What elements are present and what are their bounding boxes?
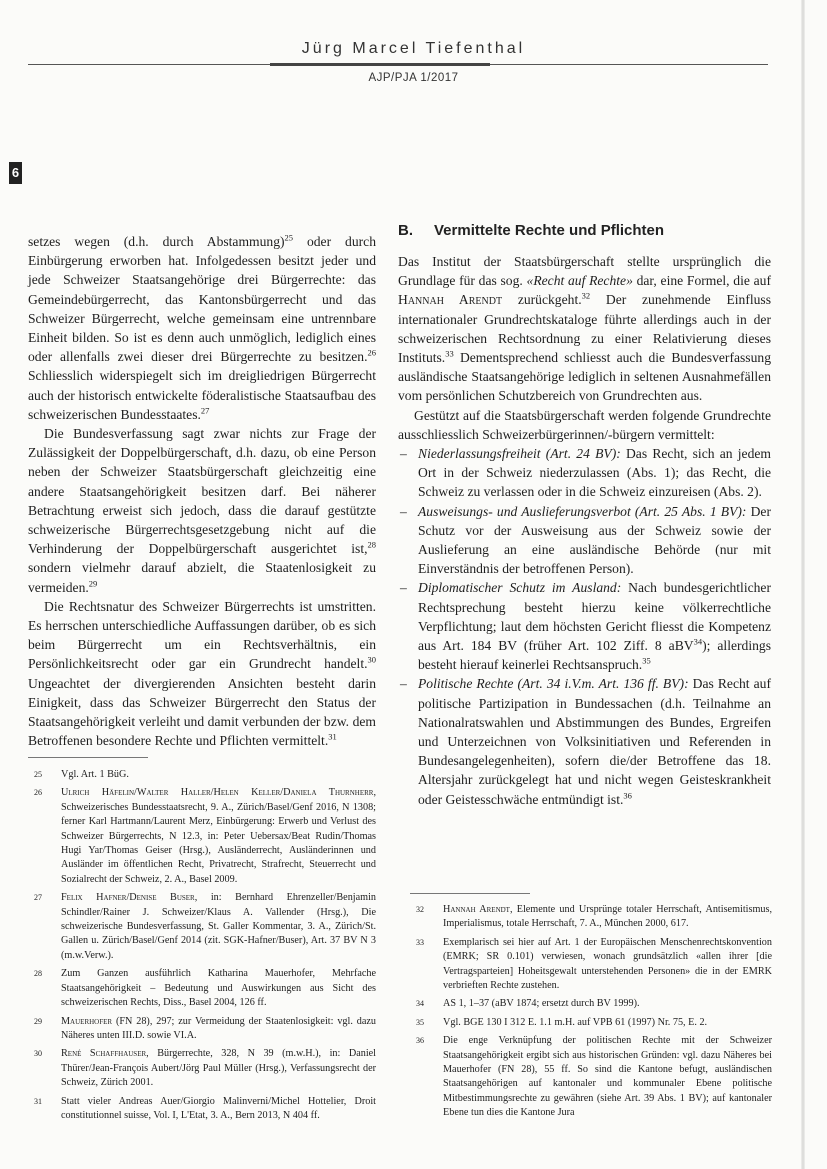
footnote-number: 28 <box>34 969 42 979</box>
list-item: – Politische Rechte (Art. 34 i.V.m. Art. 136 ff. BV): Das Recht auf politische Partizipation in Bundessachen (d.h. Teilnahme an Nationalratswahlen und Abstimmungen des Bundes, Ergreifen und Unterzeichnen von Volksinitiativen und Referenden in Bundesangelegenheiten), sofern die/der Betroffene das 18. Altersjahr zurückgelegt hat und nicht wegen Geisteskrankheit oder Geistesschwäche entmündigt ist.$^{36}$ <box>400 676 771 807</box>
right-paragraph-2: Gestützt auf die Staatsbürgerschaft werden folgende Grundrechte ausschliesslich Schweizerbürgerinnen/-bürgern vermittelt: <box>398 407 771 442</box>
footnote: 36 Die enge Verknüpfung der politischen Rechte mit der Schweizer Staatsangehörigkeit ergibt sich aus historischen Gründen: vgl. dazu Näheres bei Mauerhofer (FN 28), 55 ff. So sind die Kantone befugt, ausländischen Staatsangehörigen auf kantonaler und kommunaler Ebene politische Mitbestimmungsrechte zu gewähren (siehe Art. 39 Abs. 1 BV); auf kantonaler Ebene tun dies die Kantone Jura <box>416 1035 772 1119</box>
footnote-number: 25 <box>34 770 42 779</box>
rights-list <box>398 444 771 809</box>
list-item: – Niederlassungsfreiheit (Art. 24 BV): Das Recht, sich an jedem Ort in der Schweiz niederzulassen (Abs. 1); das Recht, die Schweiz zu verlassen oder in die Schweiz einzureisen (Abs. 2). <box>400 446 771 500</box>
footnote: 26 Ulrich Häfelin/Walter Haller/Helen Keller/Daniela Thurnherr, Schweizerisches Bundesstaatsrecht, 9. A., Zürich/Basel/Genf 2016, N 1308; ferner Karl Hartmann/Laurent Merz, Einbürgerung: Erwerb und Verlust des Schweizer Bürgerrechts, N 12.3, in: Peter Uebersax/Beat Rudin/Thomas Hugi Yar/Thomas Geiser (Hrsg.), Ausländerrecht, Ausländerinnen und Ausländer im öffentlichen Recht, Privatrecht, Strafrecht, Steuerrecht und Sozialrecht der Schweiz, 2. A., Basel 2009. <box>34 787 376 885</box>
footnote-ref[interactable]: 31 <box>328 731 337 742</box>
list-dash: – <box>400 503 407 519</box>
left-paragraph-2: Die Bundesverfassung sagt zwar nichts zur Frage der Zulässigkeit der Doppelbürgerschaft, d.h. dazu, ob eine Person neben der Schweizer Staatsbürgerschaft gleichzeitig eine andere Staatsangehörigkeit besitzen darf. Bei näherer Betrachtung erweist sich jedoch, dass die darauf gestützte schweizerische Bürgerrechtsgesetzgebung nicht auf die Verhinderung der Doppelbürgerschaft ausgerichtet ist,$^{28}$ sondern vielmehr darauf abzielt, die Staatenlosigkeit zu vermeiden.$^{29}$ <box>28 426 376 595</box>
footnote: 29 Mauerhofer (FN 28), 297; zur Vermeidung der Staatenlosigkeit: vgl. dazu Näheres unten III.D. sowie VI.A. <box>34 1015 376 1041</box>
footnote: 30 René Schaffhauser, Bürgerrechte, 328, N 39 (m.w.H.), in: Daniel Thürer/Jean-François Aubert/Jörg Paul Müller (Hrsg.), Verfassungsrecht der Schweiz, Zürich 2001. <box>34 1048 377 1089</box>
footnote-ref[interactable]: 35 <box>642 655 651 666</box>
footnote-number: 26 <box>34 788 42 798</box>
list-item: – Ausweisungs- und Auslieferungsverbot (Art. 25 Abs. 1 BV): Der Schutz vor der Ausweisung aus der Schweiz sowie der Auslieferung an eine ausländische Behörde (nur mit Einverständnis der betroffenen Person). <box>400 503 771 577</box>
footnote: 32 Hannah Arendt, Elemente und Ursprünge totaler Herrschaft, Antisemitismus, Imperialismus, totale Herrschaft, 7. A., München 2000, 617. <box>416 904 772 930</box>
list-item: – Diplomatischer Schutz im Ausland: Nach bundesgerichtlicher Rechtsprechung besteht hierzu keine völkerrechtliche Verpflichtung; laut dem höchsten Gericht fliesst die Kompetenz aus Art. 184 BV (früher Art. 102 Ziff. 8 aBV$^{34}$); allerdings besteht hierauf keinerlei Rechtsanspruch.$^{35}$ <box>400 580 771 673</box>
section-heading <box>398 222 778 239</box>
footnote-number: 34 <box>416 999 424 1009</box>
footnote-ref[interactable]: 26 <box>367 347 376 358</box>
footnote-ref[interactable]: 27 <box>200 405 210 416</box>
left-paragraph-1: setzes wegen (d.h. durch Abstammung)$^{25}$ oder durch Einbürgerung erworben hat. Infolgedessen besitzt jeder und jede Schweizer Staatsangehörige drei Bürgerrechte: das Gemeindebürgerrecht, das Kantonsbürgerrecht und das Schweizer Bürgerrecht, welche gemeinsam eine untrennbare Einheit bilden. So ist es denn auch unmöglich, lediglich eines oder allenfalls zwei dieser drei Bürgerrechte zu besitzen.$^{26}$ Schliesslich widerspiegelt sich im dreigliedrigen Bürgerrecht auch der historisch entwickelte föderalistische Staatsaufbau des schweizerischen Bundesstaates.$^{27}$ <box>28 232 376 422</box>
footnote-rule-right <box>410 893 530 894</box>
section-title: Vermittelte Rechte und Pflichten <box>434 222 665 239</box>
footnote: 34 AS 1, 1–37 (aBV 1874; ersetzt durch BV 1999). <box>410 997 772 1011</box>
footnote-ref[interactable]: 32 <box>581 290 591 301</box>
footnote: 25 Vgl. Art. 1 BüG. <box>28 768 376 782</box>
footnote-ref[interactable]: 29 <box>88 578 98 589</box>
footnotes-left <box>28 768 376 1127</box>
footnote-number: 35 <box>416 1017 424 1027</box>
footnote: 28 Zum Ganzen ausführlich Katharina Mauerhofer, Mehrfache Staatsangehörigkeit – Bedeutung und Auswirkungen aus Sicht des schweizerischen Rechts, Diss., Basel 2004, 126 ff. <box>34 968 376 1009</box>
footnote-ref[interactable]: 36 <box>623 790 632 801</box>
footnote-number: 31 <box>34 1096 42 1106</box>
running-head-journal: AJP/PJA 1/2017 <box>368 72 459 84</box>
header-rule-accent <box>270 63 490 66</box>
list-dash: – <box>400 446 407 462</box>
section-letter: B. <box>398 222 413 239</box>
footnote: 27 Felix Hafner/Denise Buser, in: Bernhard Ehrenzeller/Benjamin Schindler/Rainer J. Schweizer/Klaus A. Vallender (Hrsg.), Die schweizerische Bundesverfassung, St. Galler Kommentar, 3. A., Zürich/St. Gallen u. Zürich/Basel/Genf 2014 (zit. SGK-Hafner/Buser), Art. 37 BV N 3 (m.w.Verw.). <box>34 892 376 961</box>
footnote: 33 Exemplarisch sei hier auf Art. 1 der Europäischen Menschenrechtskonvention (EMRK; SR 0.101) verwiesen, wonach grundsätzlich «allen ihrer [die Vertragsparteien] Hoheitsgewalt unterstehenden Personen» die in der EMRK verbrieften Rechte zustehen. <box>416 936 772 992</box>
page-edge-shadow <box>801 0 805 1169</box>
footnote: 31 Statt vieler Andreas Auer/Giorgio Malinverni/Michel Hottelier, Droit constitutionnel suisse, Vol. I, L'Etat, 3. A., Bern 2013, N 404 ff. <box>34 1095 376 1121</box>
left-paragraph-3: Die Rechtsnatur des Schweizer Bürgerrechts ist umstritten. Es herrschen unterschiedliche Auffassungen darüber, ob es sich beim Bürgerrecht um ein Rechtsverhältnis, ein Persönlichkeitsrecht oder gar ein Grundrecht handelt.$^{30}$ Ungeachtet der divergierenden Ansichten besteht darin Einigkeit, dass das Schweizer Bürgerrecht den Status der Staatsangehörigkeit verleiht und damit verbunden der bzw. dem Betroffenen besondere Rechte und Pflichten vermittelt.$^{31}$ <box>28 598 376 749</box>
running-head-author: Jürg Marcel Tiefenthal <box>301 40 526 57</box>
right-paragraph-1: Das Institut der Staatsbürgerschaft stellte ursprünglich die Grundlage für das sog. «Recht auf Rechte» dar, eine Formel, die auf Hannah Arendt zurückgeht.$^{32}$ Der zunehmende Einfluss internationaler Grundrechtskataloge führte allerdings auch in der schweizerischen Rechtsordnung zu einer Relativierung dieses Instituts.$^{33}$ Dementsprechend schliesst auch die Bundesverfassung ausländische Staatsangehörige lediglich in seltenen Ausnahmefällen vom persönlichen Schutzbereich von Grundrechten aus. <box>398 254 771 404</box>
footnote-number: 32 <box>416 905 424 914</box>
list-dash: – <box>400 580 407 596</box>
footnote-ref[interactable]: 28 <box>367 539 376 550</box>
footnote-ref[interactable]: 25 <box>284 232 294 243</box>
page-number-tab: 6 <box>9 162 22 184</box>
footnote-number: 33 <box>416 937 424 947</box>
footnote-ref[interactable]: 33 <box>445 348 454 359</box>
footnote-ref[interactable]: 34 <box>693 636 703 647</box>
footnote-number: 36 <box>416 1036 424 1046</box>
footnotes-right <box>410 903 772 1125</box>
footnote-number: 30 <box>34 1049 42 1059</box>
footnote-ref[interactable]: 30 <box>367 654 376 665</box>
list-dash: – <box>400 676 407 692</box>
left-column <box>28 232 376 750</box>
footnote-rule-left <box>28 757 148 758</box>
footnote-number: 29 <box>34 1016 42 1026</box>
right-column <box>398 252 771 809</box>
footnote: 35 Vgl. BGE 130 I 312 E. 1.1 m.H. auf VPB 61 (1997) Nr. 75, E. 2. <box>410 1016 772 1030</box>
footnote-number: 27 <box>34 893 42 903</box>
